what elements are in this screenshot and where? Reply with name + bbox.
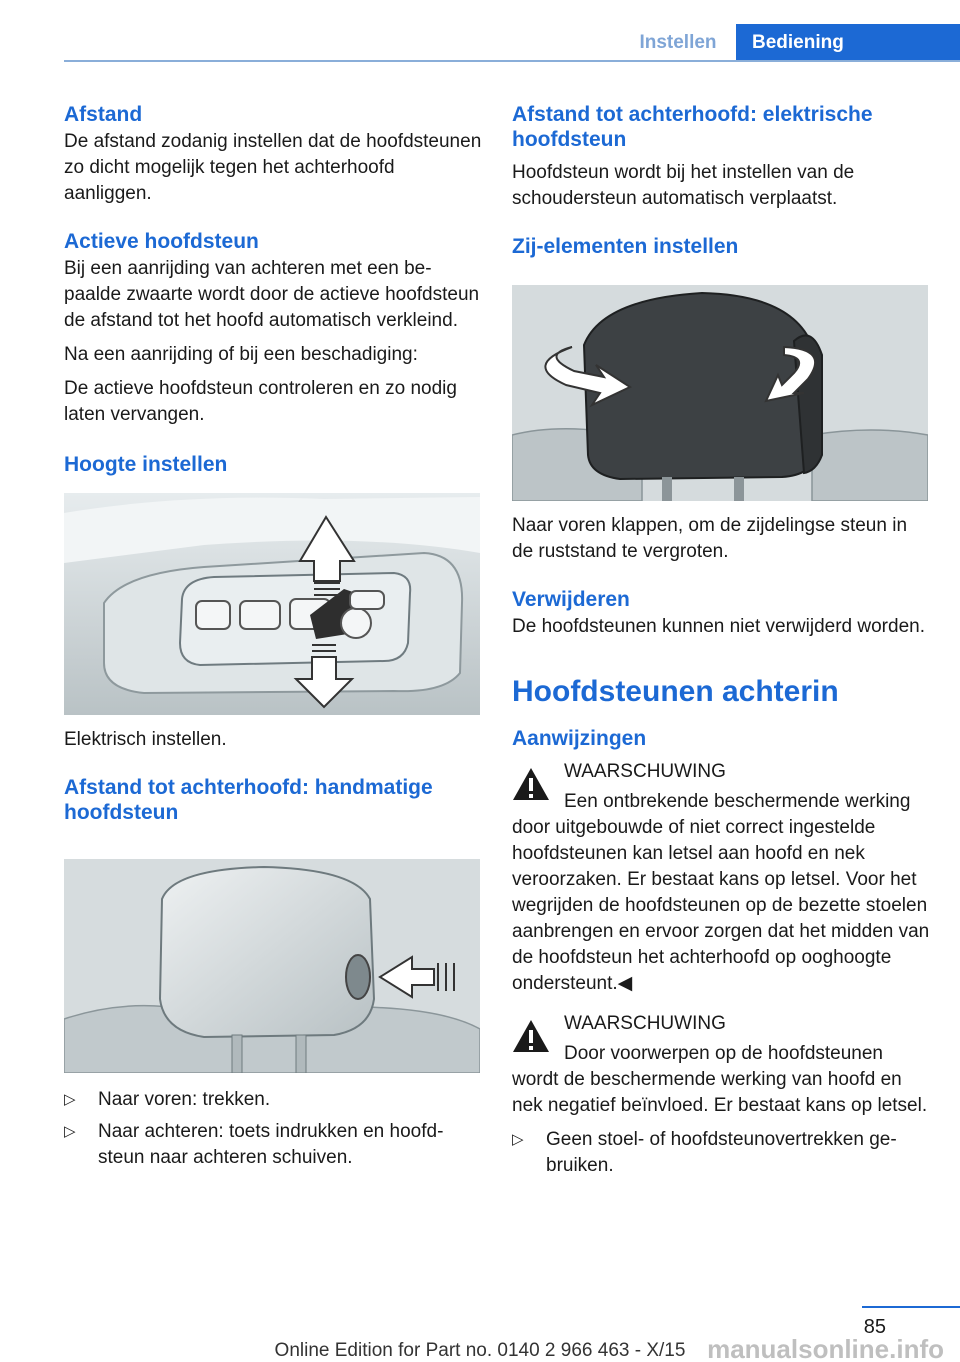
hoogte-caption: Elektrisch instellen. — [64, 729, 227, 750]
side-elements-figure — [512, 285, 928, 501]
list-item: ▷ Naar achteren: toets indrukken en hoofdsteun naar achteren schuiven. — [64, 1121, 444, 1168]
actieve-heading: Actieve hoofdsteun — [64, 230, 259, 253]
header-rule — [64, 60, 960, 62]
elektrisch-heading: Afstand tot achterhoofd: elektrische hoofdsteun — [512, 103, 873, 151]
afstand-heading: Afstand — [64, 103, 143, 126]
achterin-heading: Hoofdsteunen achterin — [512, 675, 839, 708]
warning-block-2 — [512, 1011, 930, 1119]
footer-watermark: manualsonline.info — [707, 1334, 944, 1362]
zij-heading: Zij-elementen instellen — [512, 235, 739, 258]
page-number: 85 — [863, 1316, 886, 1338]
warning-icon — [512, 1019, 550, 1053]
warning-text-2: Door voorwerpen op de hoofdsteunen wordt de beschermende werking van hoofd en nek negatief beïnvloed. Er bestaat kans op letsel. — [512, 1043, 928, 1116]
actieve-text-1: Bij een aanrijding van achteren met een bepaalde zwaarte wordt door de actieve hoofdsteun de afstand tot het hoofd automatisch verkleind. — [64, 258, 480, 331]
actieve-text-3: De actieve hoofdsteun controleren en zo nodig laten vervangen. — [64, 378, 457, 425]
aanwijzingen-heading: Aanwijzingen — [512, 727, 647, 750]
list-item: ▷ Geen stoel- of hoofdsteunovertrekken gebruiken. — [512, 1129, 897, 1176]
hoogte-heading: Hoogte instellen — [64, 453, 228, 476]
header-section-tab: Instellen — [639, 32, 717, 53]
list-item: ▷ Naar voren: trekken. — [64, 1087, 482, 1113]
elektrisch-text: Hoofdsteun wordt bij het instellen van de schoudersteun automatisch verplaatst. — [512, 162, 855, 209]
left-column — [64, 100, 482, 1171]
triangle-bullet-icon: ▷ — [64, 1091, 76, 1108]
warning-icon — [512, 767, 550, 801]
warning-block-1 — [512, 759, 930, 997]
manual-headrest-figure — [64, 859, 480, 1073]
handmatig-heading: Afstand tot achterhoofd: handmatige hoofdsteun — [64, 776, 433, 824]
right-column — [512, 100, 930, 1179]
afstand-text: De afstand zodanig instellen dat de hoofdsteunen zo dicht mogelijk tegen het achterhoofd aanliggen. — [64, 131, 482, 204]
seat-controls-figure — [64, 493, 480, 715]
warning-list — [512, 1127, 930, 1179]
actieve-text-2: Na een aanrijding of bij een beschadiging: — [64, 344, 418, 365]
header-chapter-tab: Bediening — [736, 24, 960, 62]
warning-label-2: WAARSCHUWING — [564, 1013, 726, 1034]
handmatig-list — [64, 1087, 482, 1171]
warning-label-1: WAARSCHUWING — [564, 761, 726, 782]
verwijderen-text: De hoofdsteunen kunnen niet verwijderd worden. — [512, 616, 925, 637]
verwijderen-heading: Verwijderen — [512, 588, 630, 611]
footer-edition: Online Edition for Part no. 0140 2 966 463 - X/15 — [274, 1340, 686, 1361]
warning-text-1: Een ontbrekende beschermende werking door uitgebouwde of niet correct ingestelde hoofdsteunen kan letsel aan hoofd en nek veroorzaken. Er bestaat kans op letsel. Voor het wegrijden de hoofdsteunen op de bezette stoelen aanbrengen en ervoor zorgen dat het midden van de hoofdsteun het achterhoofd op ooghoogte ondersteunt.◀ — [512, 791, 930, 994]
triangle-bullet-icon: ▷ — [512, 1131, 524, 1148]
triangle-bullet-icon: ▷ — [64, 1123, 76, 1140]
zij-caption: Naar voren klappen, om de zijdelingse steun in de ruststand te vergroten. — [512, 515, 908, 562]
footer-rule — [862, 1306, 960, 1308]
